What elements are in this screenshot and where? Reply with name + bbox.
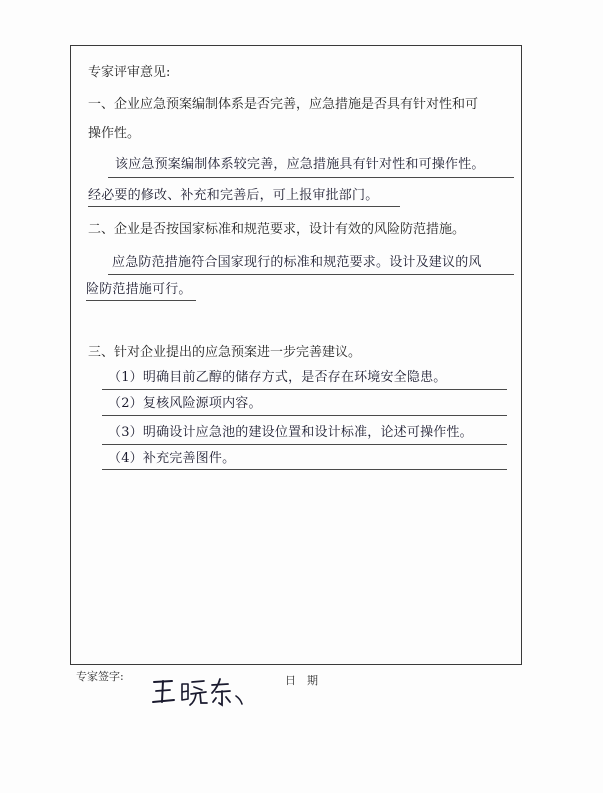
question-2: 二、企业是否按国家标准和规范要求，设计有效的风险防范措施。 (88, 222, 466, 237)
answer-2-underline-1 (108, 274, 514, 275)
handwritten-signature (150, 676, 250, 708)
question-1-line-1: 一、企业应急预案编制体系是否完善，应急措施是否具有针对性和可 (88, 97, 479, 112)
suggestion-underline-2 (102, 415, 507, 416)
suggestion-underline-3 (102, 444, 507, 445)
suggestion-item-1: （1）明确目前乙醇的储存方式，是否存在环境安全隐患。 (108, 370, 447, 385)
suggestion-underline-1 (102, 389, 507, 390)
answer-2-line-1: 应急防范措施符合国家现行的标准和规范要求。设计及建议的风 (112, 255, 482, 270)
review-heading: 专家评审意见: (88, 65, 171, 80)
answer-1-underline-1 (108, 177, 514, 178)
answer-1-line-1: 该应急预案编制体系较完善，应急措施具有针对性和可操作性。 (115, 157, 485, 172)
suggestion-item-3: （3）明确设计应急池的建设位置和设计标准，论述可操作性。 (108, 425, 473, 440)
question-3: 三、针对企业提出的应急预案进一步完善建议。 (88, 345, 362, 360)
suggestion-item-2: （2）复核风险源项内容。 (108, 396, 262, 411)
answer-1-underline-2 (88, 206, 400, 207)
question-1-line-2: 操作性。 (88, 126, 141, 141)
answer-2-line-2: 险防范措施可行。 (86, 282, 192, 297)
suggestion-underline-4 (102, 469, 507, 470)
suggestion-item-4: （4）补充完善图件。 (108, 451, 236, 466)
date-label: 日 期 (285, 674, 318, 687)
answer-2-underline-2 (86, 300, 196, 301)
signature-label: 专家签字: (76, 670, 124, 683)
answer-1-line-2: 经必要的修改、补充和完善后，可上报审批部门。 (88, 188, 379, 203)
